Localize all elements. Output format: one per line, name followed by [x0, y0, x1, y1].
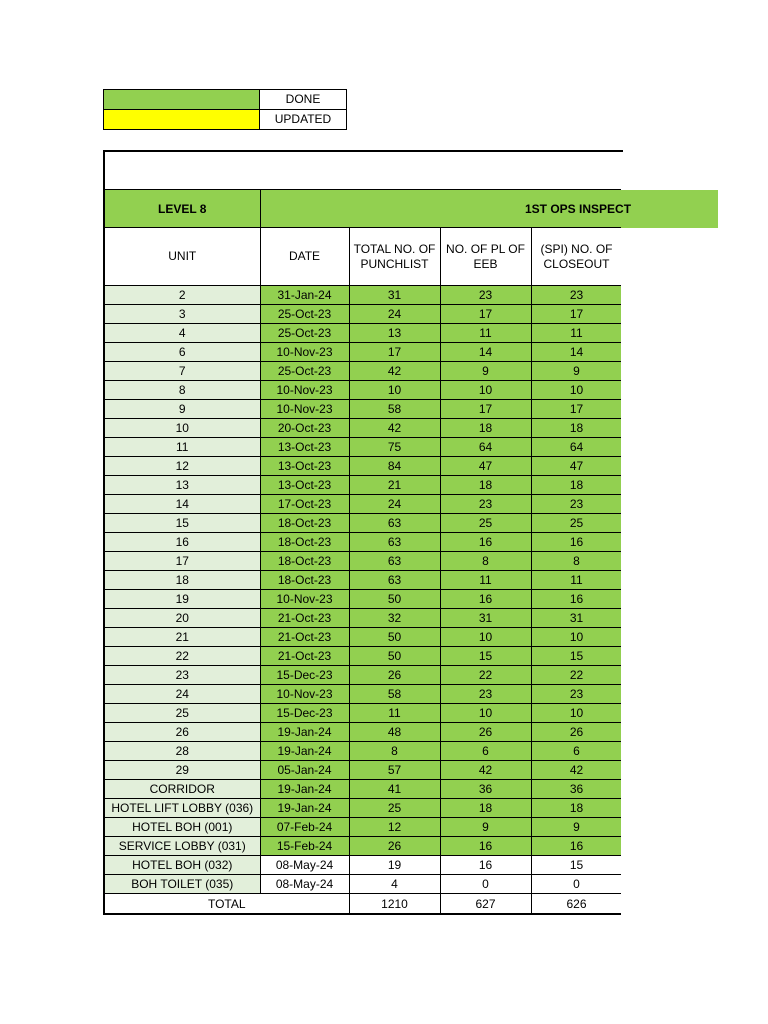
ops-inspection-title-text: 1ST OPS INSPECT: [525, 202, 632, 216]
legend-row-done: [104, 90, 347, 110]
date-cell: 31-Jan-24: [260, 286, 349, 305]
total-punchlist-cell: 41: [349, 780, 440, 799]
date-cell: 18-Oct-23: [260, 571, 349, 590]
closeout-cell: 6: [531, 742, 621, 761]
closeout-cell: 16: [531, 590, 621, 609]
date-cell: 21-Oct-23: [260, 647, 349, 666]
total-punchlist-cell: 32: [349, 609, 440, 628]
total-punchlist-cell: 24: [349, 305, 440, 324]
legend-row-updated: [104, 110, 347, 130]
table-row: [104, 571, 621, 590]
unit-cell: 18: [104, 571, 260, 590]
pl-of-eeb-cell: 31: [440, 609, 531, 628]
date-cell: 20-Oct-23: [260, 419, 349, 438]
total-punchlist-cell: 84: [349, 457, 440, 476]
total-punchlist-cell: 75: [349, 438, 440, 457]
unit-cell: 29: [104, 761, 260, 780]
total-punchlist-cell: 63: [349, 533, 440, 552]
total-punchlist-cell: 26: [349, 666, 440, 685]
unit-cell: 7: [104, 362, 260, 381]
table-row: [104, 647, 621, 666]
unit-cell: 8: [104, 381, 260, 400]
date-cell: 25-Oct-23: [260, 362, 349, 381]
date-cell: 08-May-24: [260, 875, 349, 894]
total-punchlist-cell: 17: [349, 343, 440, 362]
date-cell: 15-Dec-23: [260, 704, 349, 723]
total-punchlist-cell: 24: [349, 495, 440, 514]
table-row: [104, 324, 621, 343]
unit-cell: 20: [104, 609, 260, 628]
closeout-cell: 25: [531, 514, 621, 533]
closeout-sum: 626: [531, 894, 621, 915]
date-cell: 21-Oct-23: [260, 628, 349, 647]
closeout-cell: 17: [531, 400, 621, 419]
table-row: [104, 799, 621, 818]
closeout-cell: 26: [531, 723, 621, 742]
date-cell: 19-Jan-24: [260, 723, 349, 742]
unit-cell: 15: [104, 514, 260, 533]
closeout-cell: 23: [531, 685, 621, 704]
pl-of-eeb-cell: 6: [440, 742, 531, 761]
unit-cell: HOTEL LIFT LOBBY (036): [104, 799, 260, 818]
unit-cell: 9: [104, 400, 260, 419]
total-punchlist-cell: 42: [349, 419, 440, 438]
table-row: [104, 761, 621, 780]
total-punchlist-cell: 48: [349, 723, 440, 742]
punchlist-table-viewport: [103, 189, 621, 931]
table-row: [104, 400, 621, 419]
total-punchlist-cell: 21: [349, 476, 440, 495]
pl-of-eeb-cell: 10: [440, 381, 531, 400]
closeout-cell: 10: [531, 704, 621, 723]
legend-label-updated: UPDATED: [260, 110, 347, 130]
total-punchlist-cell: 26: [349, 837, 440, 856]
date-cell: 13-Oct-23: [260, 457, 349, 476]
table-row: [104, 875, 621, 894]
date-cell: 17-Oct-23: [260, 495, 349, 514]
date-cell: 18-Oct-23: [260, 533, 349, 552]
total-punchlist-cell: 12: [349, 818, 440, 837]
pl-of-eeb-cell: 18: [440, 799, 531, 818]
pl-of-eeb-cell: 42: [440, 761, 531, 780]
unit-cell: 12: [104, 457, 260, 476]
unit-cell: 28: [104, 742, 260, 761]
unit-cell: BOH TOILET (035): [104, 875, 260, 894]
closeout-cell: 42: [531, 761, 621, 780]
unit-cell: HOTEL BOH (032): [104, 856, 260, 875]
pl-of-eeb-sum: 627: [440, 894, 531, 915]
pl-of-eeb-cell: 16: [440, 533, 531, 552]
legend-swatch-updated: [104, 110, 260, 130]
date-cell: 08-May-24: [260, 856, 349, 875]
table-row: [104, 742, 621, 761]
pl-of-eeb-cell: 0: [440, 875, 531, 894]
date-cell: 13-Oct-23: [260, 438, 349, 457]
table-row: [104, 514, 621, 533]
closeout-cell: 0: [531, 875, 621, 894]
total-punchlist-cell: 63: [349, 571, 440, 590]
total-punchlist-cell: 57: [349, 761, 440, 780]
date-cell: 10-Nov-23: [260, 343, 349, 362]
table-row: [104, 495, 621, 514]
unit-cell: 23: [104, 666, 260, 685]
closeout-cell: 18: [531, 799, 621, 818]
pl-of-eeb-cell: 10: [440, 628, 531, 647]
table-row: [104, 628, 621, 647]
unit-cell: 19: [104, 590, 260, 609]
date-cell: 07-Feb-24: [260, 818, 349, 837]
pl-of-eeb-cell: 25: [440, 514, 531, 533]
date-cell: 25-Oct-23: [260, 305, 349, 324]
date-cell: 15-Feb-24: [260, 837, 349, 856]
closeout-cell: 11: [531, 571, 621, 590]
pl-of-eeb-cell: 23: [440, 286, 531, 305]
date-cell: 10-Nov-23: [260, 685, 349, 704]
total-punchlist-cell: 58: [349, 400, 440, 419]
date-cell: 19-Jan-24: [260, 780, 349, 799]
total-punchlist-cell: 8: [349, 742, 440, 761]
total-punchlist-cell: 19: [349, 856, 440, 875]
table-row: [104, 343, 621, 362]
pl-of-eeb-cell: 17: [440, 305, 531, 324]
date-cell: 10-Nov-23: [260, 590, 349, 609]
table-row: [104, 685, 621, 704]
pl-of-eeb-cell: 17: [440, 400, 531, 419]
header-spi-closeout: [531, 228, 621, 286]
unit-cell: 22: [104, 647, 260, 666]
total-punchlist-cell: 42: [349, 362, 440, 381]
date-cell: 18-Oct-23: [260, 514, 349, 533]
total-punchlist-cell: 31: [349, 286, 440, 305]
closeout-cell: 64: [531, 438, 621, 457]
date-cell: 15-Dec-23: [260, 666, 349, 685]
closeout-cell: 18: [531, 476, 621, 495]
total-punchlist-cell: 4: [349, 875, 440, 894]
pl-of-eeb-cell: 26: [440, 723, 531, 742]
pl-of-eeb-cell: 14: [440, 343, 531, 362]
pl-of-eeb-cell: 18: [440, 476, 531, 495]
pl-of-eeb-cell: 11: [440, 324, 531, 343]
unit-cell: 17: [104, 552, 260, 571]
closeout-cell: 10: [531, 628, 621, 647]
total-punchlist-cell: 11: [349, 704, 440, 723]
closeout-cell: 31: [531, 609, 621, 628]
table-row: [104, 305, 621, 324]
table-row: [104, 552, 621, 571]
closeout-cell: 14: [531, 343, 621, 362]
legend-label-done: DONE: [260, 90, 347, 110]
header-pl-of-eeb-text: NO. OF PL OF EEB: [446, 241, 525, 271]
unit-cell: 4: [104, 324, 260, 343]
unit-cell: SERVICE LOBBY (031): [104, 837, 260, 856]
closeout-cell: 36: [531, 780, 621, 799]
closeout-cell: 8: [531, 552, 621, 571]
table-row: [104, 818, 621, 837]
table-row: [104, 381, 621, 400]
header-spi-closeout-text: (SPI) NO. OF CLOSEOUT: [540, 241, 613, 271]
pl-of-eeb-cell: 22: [440, 666, 531, 685]
unit-cell: 11: [104, 438, 260, 457]
table-row: [104, 837, 621, 856]
ops-inspection-title: [259, 190, 718, 228]
pl-of-eeb-cell: 9: [440, 362, 531, 381]
unit-cell: HOTEL BOH (001): [104, 818, 260, 837]
date-cell: 25-Oct-23: [260, 324, 349, 343]
unit-cell: 13: [104, 476, 260, 495]
header-date: DATE: [260, 228, 349, 286]
table-row: [104, 457, 621, 476]
pl-of-eeb-cell: 23: [440, 495, 531, 514]
unit-cell: 21: [104, 628, 260, 647]
unit-cell: 24: [104, 685, 260, 704]
closeout-cell: 9: [531, 362, 621, 381]
pl-of-eeb-cell: 16: [440, 837, 531, 856]
closeout-cell: 10: [531, 381, 621, 400]
header-total-punchlist-text: TOTAL NO. OF PUNCHLIST: [353, 241, 436, 271]
total-punchlist-cell: 50: [349, 590, 440, 609]
total-punchlist-cell: 63: [349, 552, 440, 571]
total-punchlist-cell: 13: [349, 324, 440, 343]
closeout-cell: 18: [531, 419, 621, 438]
pl-of-eeb-cell: 8: [440, 552, 531, 571]
pl-of-eeb-cell: 23: [440, 685, 531, 704]
closeout-cell: 23: [531, 495, 621, 514]
table-row: [104, 723, 621, 742]
total-punchlist-cell: 50: [349, 647, 440, 666]
closeout-cell: 9: [531, 818, 621, 837]
punchlist-table: [103, 189, 621, 915]
total-label: TOTAL: [104, 894, 349, 915]
table-row: [104, 856, 621, 875]
pl-of-eeb-cell: 11: [440, 571, 531, 590]
date-cell: 05-Jan-24: [260, 761, 349, 780]
date-cell: 21-Oct-23: [260, 609, 349, 628]
pl-of-eeb-cell: 15: [440, 647, 531, 666]
level-label: LEVEL 8: [104, 190, 260, 228]
sheet-title-box: [103, 150, 623, 190]
table-row: [104, 362, 621, 381]
table-row: [104, 609, 621, 628]
closeout-cell: 16: [531, 837, 621, 856]
table-row: [104, 666, 621, 685]
column-header-row: [104, 228, 621, 286]
unit-cell: 10: [104, 419, 260, 438]
header-total-punchlist: [349, 228, 440, 286]
unit-cell: 6: [104, 343, 260, 362]
pl-of-eeb-cell: 18: [440, 419, 531, 438]
pl-of-eeb-cell: 9: [440, 818, 531, 837]
closeout-cell: 15: [531, 647, 621, 666]
table-row: [104, 419, 621, 438]
unit-cell: 25: [104, 704, 260, 723]
legend-swatch-done: [104, 90, 260, 110]
table-row: [104, 286, 621, 305]
pl-of-eeb-cell: 10: [440, 704, 531, 723]
closeout-cell: 15: [531, 856, 621, 875]
total-row: [104, 894, 621, 915]
unit-cell: 3: [104, 305, 260, 324]
total-punchlist-cell: 63: [349, 514, 440, 533]
date-cell: 10-Nov-23: [260, 381, 349, 400]
table-row: [104, 533, 621, 552]
date-cell: 18-Oct-23: [260, 552, 349, 571]
unit-cell: 16: [104, 533, 260, 552]
pl-of-eeb-cell: 16: [440, 590, 531, 609]
date-cell: 19-Jan-24: [260, 799, 349, 818]
table-row: [104, 438, 621, 457]
pl-of-eeb-cell: 16: [440, 856, 531, 875]
status-legend: [103, 89, 347, 130]
total-punchlist-cell: 25: [349, 799, 440, 818]
date-cell: 19-Jan-24: [260, 742, 349, 761]
table-row: [104, 590, 621, 609]
total-punchlist-cell: 10: [349, 381, 440, 400]
closeout-cell: 47: [531, 457, 621, 476]
pl-of-eeb-cell: 64: [440, 438, 531, 457]
total-punchlist-cell: 50: [349, 628, 440, 647]
closeout-cell: 23: [531, 286, 621, 305]
closeout-cell: 22: [531, 666, 621, 685]
table-row: [104, 780, 621, 799]
pl-of-eeb-cell: 36: [440, 780, 531, 799]
total-punchlist-cell: 58: [349, 685, 440, 704]
closeout-cell: 17: [531, 305, 621, 324]
closeout-cell: 16: [531, 533, 621, 552]
unit-cell: CORRIDOR: [104, 780, 260, 799]
header-pl-of-eeb: [440, 228, 531, 286]
date-cell: 13-Oct-23: [260, 476, 349, 495]
unit-cell: 26: [104, 723, 260, 742]
table-row: [104, 704, 621, 723]
pl-of-eeb-cell: 47: [440, 457, 531, 476]
table-row: [104, 476, 621, 495]
closeout-cell: 11: [531, 324, 621, 343]
total-punchlist-sum: 1210: [349, 894, 440, 915]
date-cell: 10-Nov-23: [260, 400, 349, 419]
unit-cell: 2: [104, 286, 260, 305]
unit-cell: 14: [104, 495, 260, 514]
header-unit: UNIT: [104, 228, 260, 286]
